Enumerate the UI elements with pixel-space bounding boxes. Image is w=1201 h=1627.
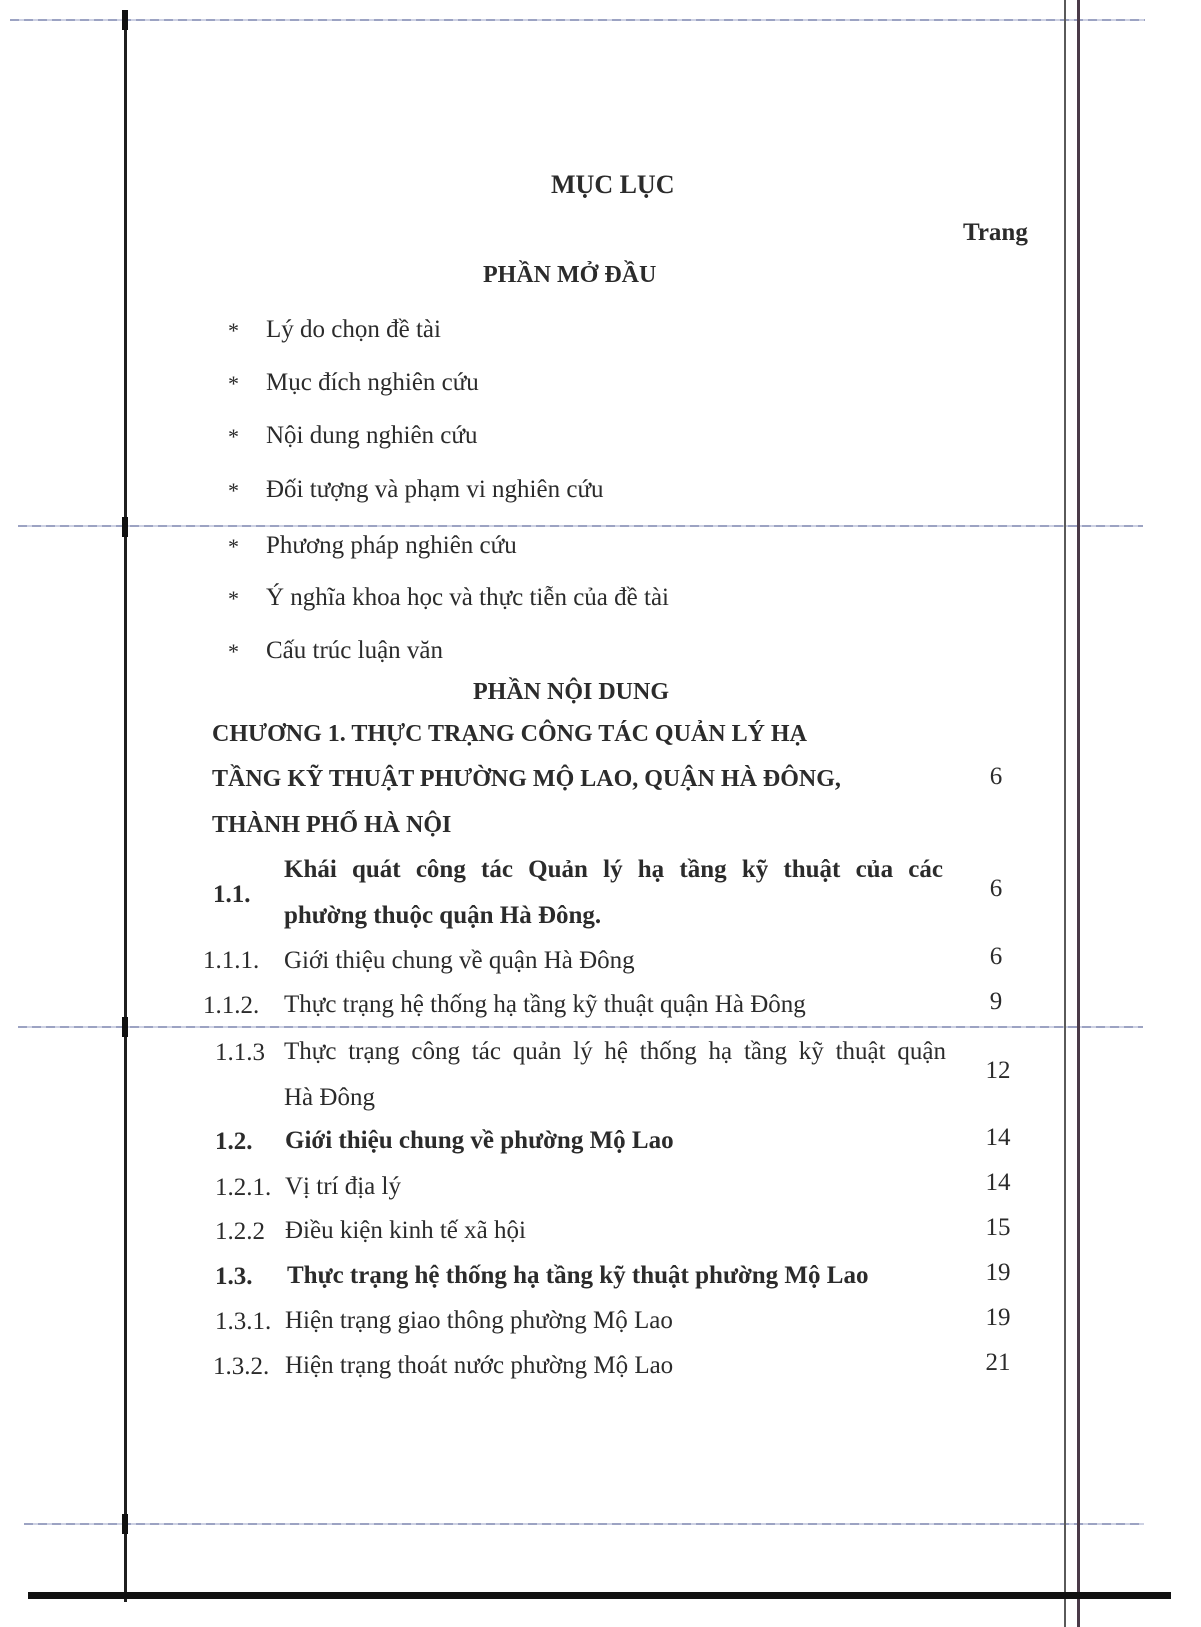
page-number: 14 (985, 1169, 1011, 1196)
intro-item: Đối tượng và phạm vi nghiên cứu (266, 476, 604, 503)
margin-tick (122, 10, 128, 30)
entry-number: 1.2. (215, 1128, 253, 1155)
scan-guide-line-2 (18, 525, 1143, 527)
entry-number: 1.3. (215, 1263, 253, 1290)
entry-title-line: Hà Đông (284, 1084, 375, 1111)
margin-tick (122, 1514, 128, 1534)
entry-number: 1.2.1. (215, 1174, 272, 1201)
intro-item: Cấu trúc luận văn (266, 637, 444, 664)
chapter-title-line: CHƯƠNG 1. THỰC TRẠNG CÔNG TÁC QUẢN LÝ HẠ (212, 721, 807, 747)
page-number: 6 (989, 875, 1003, 902)
margin-tick (122, 517, 128, 537)
scan-guide-line-3 (18, 1026, 1143, 1028)
page-title: MỤC LỤC (551, 170, 675, 199)
intro-item: Ý nghĩa khoa học và thực tiễn của đề tài (266, 584, 669, 611)
page-number: 12 (985, 1057, 1011, 1084)
intro-heading: PHẦN MỞ ĐẦU (483, 262, 657, 288)
entry-title-line: Hiện trạng thoát nước phường Mộ Lao (285, 1352, 674, 1379)
entry-title-line: Điều kiện kinh tế xã hội (285, 1217, 526, 1244)
right-margin-line-2 (1077, 0, 1080, 1627)
entry-title-line: Giới thiệu chung về phường Mộ Lao (285, 1127, 674, 1154)
entry-number: 1.3.2. (213, 1353, 270, 1380)
bottom-border-bar (28, 1592, 1171, 1599)
page-number: 6 (989, 763, 1003, 790)
margin-tick (122, 1017, 128, 1037)
entry-title-line: Thực trạng công tác quản lý hệ thống hạ tầng kỹ thuật quận (284, 1038, 946, 1065)
bullet-icon: * (228, 371, 239, 396)
intro-item: Mục đích nghiên cứu (266, 369, 479, 396)
bullet-icon: * (228, 586, 239, 611)
page-number: 21 (985, 1349, 1011, 1376)
scan-guide-line-4 (24, 1523, 1144, 1525)
bullet-icon: * (228, 478, 239, 503)
chapter-title-line: THÀNH PHỐ HÀ NỘI (212, 812, 452, 838)
bullet-icon: * (228, 318, 239, 343)
entry-number: 1.1. (213, 881, 251, 908)
chapter-title-line: TẦNG KỸ THUẬT PHƯỜNG MỘ LAO, QUẬN HÀ ĐÔNG, (212, 766, 841, 792)
content-heading: PHẦN NỘI DUNG (473, 679, 669, 705)
entry-title-line: Khái quát công tác Quản lý hạ tầng kỹ thuật của các (284, 856, 943, 883)
page-column-header: Trang (963, 219, 1028, 246)
bullet-icon: * (228, 639, 239, 664)
intro-item: Lý do chọn đề tài (266, 316, 441, 343)
entry-title-line: Thực trạng hệ thống hạ tầng kỹ thuật phường Mộ Lao (287, 1262, 869, 1289)
page-number: 9 (989, 988, 1003, 1015)
entry-title-line: phường thuộc quận Hà Đông. (284, 902, 602, 929)
entry-title-line: Hiện trạng giao thông phường Mộ Lao (285, 1307, 673, 1334)
page-number: 19 (985, 1304, 1011, 1331)
page-number: 15 (985, 1214, 1011, 1241)
page-number: 19 (985, 1259, 1011, 1286)
entry-number: 1.1.3 (215, 1039, 265, 1066)
entry-number: 1.2.2 (215, 1218, 265, 1245)
intro-item: Nội dung nghiên cứu (266, 422, 478, 449)
left-margin-line (124, 12, 127, 1602)
right-margin-line (1064, 0, 1066, 1627)
entry-number: 1.1.2. (203, 992, 260, 1019)
bullet-icon: * (228, 534, 239, 559)
bullet-icon: * (228, 424, 239, 449)
entry-number: 1.3.1. (215, 1308, 272, 1335)
page-number: 14 (985, 1124, 1011, 1151)
entry-title-line: Thực trạng hệ thống hạ tầng kỹ thuật quận Hà Đông (284, 991, 806, 1018)
intro-item: Phương pháp nghiên cứu (266, 532, 517, 559)
scan-guide-line-top (10, 19, 1145, 21)
page-number: 6 (989, 943, 1003, 970)
entry-title-line: Vị trí địa lý (285, 1173, 401, 1200)
entry-title-line: Giới thiệu chung về quận Hà Đông (284, 947, 635, 974)
entry-number: 1.1.1. (203, 947, 260, 974)
